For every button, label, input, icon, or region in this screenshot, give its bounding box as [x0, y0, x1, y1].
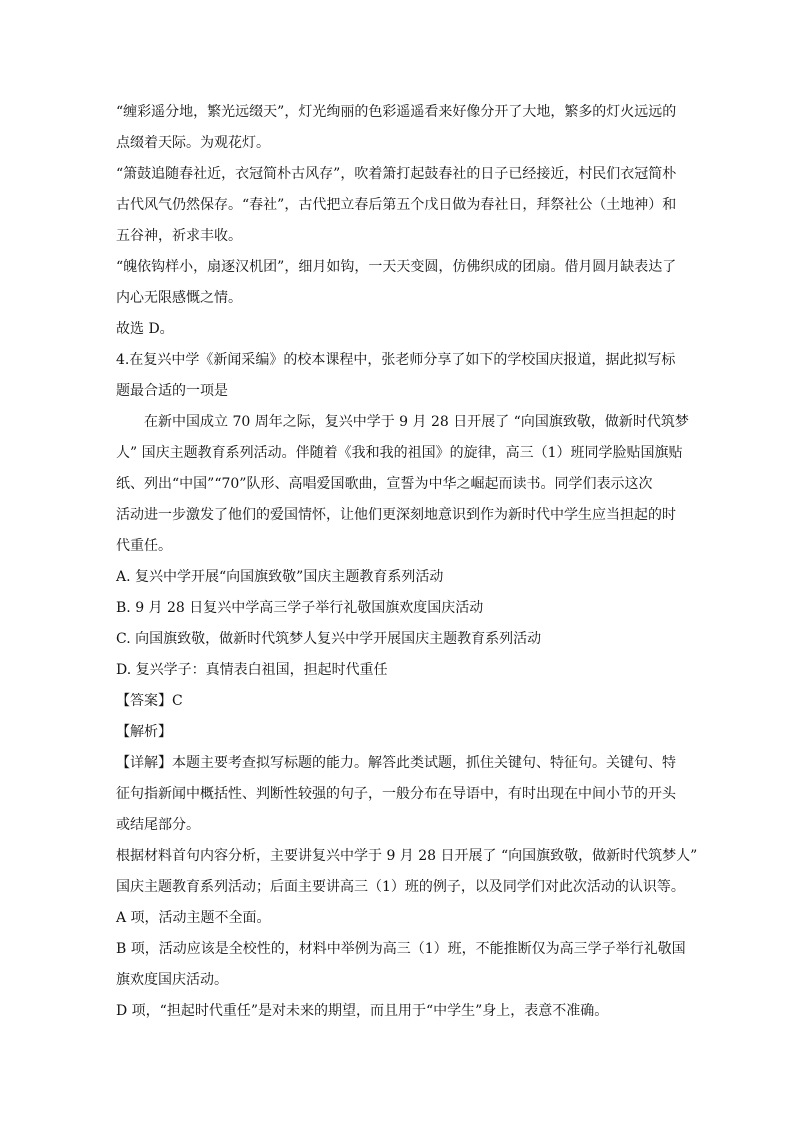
text-line: 点缀着天际。为观花灯。: [116, 135, 270, 151]
option-d: D. 复兴学子：真情表白祖国，担起时代重任: [116, 662, 388, 678]
text-line: 内心无限感慨之情。: [116, 290, 242, 306]
answer-choice-text: 故选 D。: [116, 321, 174, 337]
analysis-label: 【解析】: [116, 724, 172, 740]
explanation-line: 根据材料首句内容分析，主要讲复兴中学于 9 月 28 日开展了 “向国旗致敬，做新时代筑梦人”: [116, 848, 698, 864]
passage-line: 纸、列出“中国”“70”队形、高唱爱国歌曲，宣誓为中华之崛起而读书。同学们表示这次: [116, 476, 653, 492]
explanation-line: 【详解】本题主要考查拟写标题的能力。解答此类试题，抓住关键句、特征句。关键句、特: [116, 755, 676, 771]
option-b: B. 9 月 28 日复兴中学高三学子举行礼敬国旗欢度国庆活动: [116, 600, 484, 616]
passage-line: 代重任。: [116, 538, 172, 554]
text-line: “魄依钩样小，扇逐汉机团”，细月如钩，一天天变圆，仿佛织成的团扇。借月圆月缺表达了: [116, 259, 677, 275]
answer-label: 【答案】C: [116, 693, 183, 709]
passage-line: 在新中国成立 70 周年之际，复兴中学于 9 月 28 日开展了 “向国旗致敬，做新时代筑梦: [144, 414, 689, 430]
passage-line: 人” 国庆主题教育系列活动。伴随着《我和我的祖国》的旋律，高三（1）班同学脸贴国旗贴: [116, 445, 683, 461]
explanation-line: 或结尾部分。: [116, 817, 200, 833]
question-text: 题最合适的一项是: [116, 383, 228, 399]
explanation-line: 旗欢度国庆活动。: [116, 972, 228, 988]
explanation-line: D 项，“担起时代重任”是对未来的期望，而且用于“中学生”身上，表意不准确。: [116, 1003, 609, 1019]
explanation-line: B 项，活动应该是全校性的，材料中举例为高三（1）班，不能推断仅为高三学子举行礼敬国: [116, 941, 686, 957]
option-c: C. 向国旗致敬，做新时代筑梦人复兴中学开展国庆主题教育系列活动: [116, 631, 542, 647]
text-line: 古代风气仍然保存。“春社”，古代把立春后第五个戊日做为春社日，拜祭社公（土地神）和: [116, 197, 677, 213]
passage-line: 活动进一步激发了他们的爱国情怀，让他们更深刻地意识到作为新时代中学生应当担起的时: [116, 507, 676, 523]
option-a: A. 复兴中学开展“向国旗致敬”国庆主题教育系列活动: [116, 569, 444, 585]
explanation-line: 征句指新闻中概括性、判断性较强的句子，一般分布在导语中，有时出现在中间小节的开头: [116, 786, 676, 802]
document-page: [116, 97, 698, 1027]
explanation-line: 国庆主题教育系列活动；后面主要讲高三（1）班的例子，以及同学们对此次活动的认识等。: [116, 879, 685, 895]
explanation-line: A 项，活动主题不全面。: [116, 910, 271, 926]
text-line: “箫鼓追随春社近，衣冠简朴古风存”，吹着箫打起鼓春社的日子已经接近，村民们衣冠简朴: [116, 166, 677, 182]
text-line: “缠彩遥分地，繁光远缀天”，灯光绚丽的色彩遥遥看来好像分开了大地，繁多的灯火远远的: [116, 104, 677, 120]
text-line: 五谷神，祈求丰收。: [116, 228, 242, 244]
question-text: 4.在复兴中学《新闻采编》的校本课程中，张老师分享了如下的学校国庆报道，据此拟写标: [116, 352, 676, 368]
